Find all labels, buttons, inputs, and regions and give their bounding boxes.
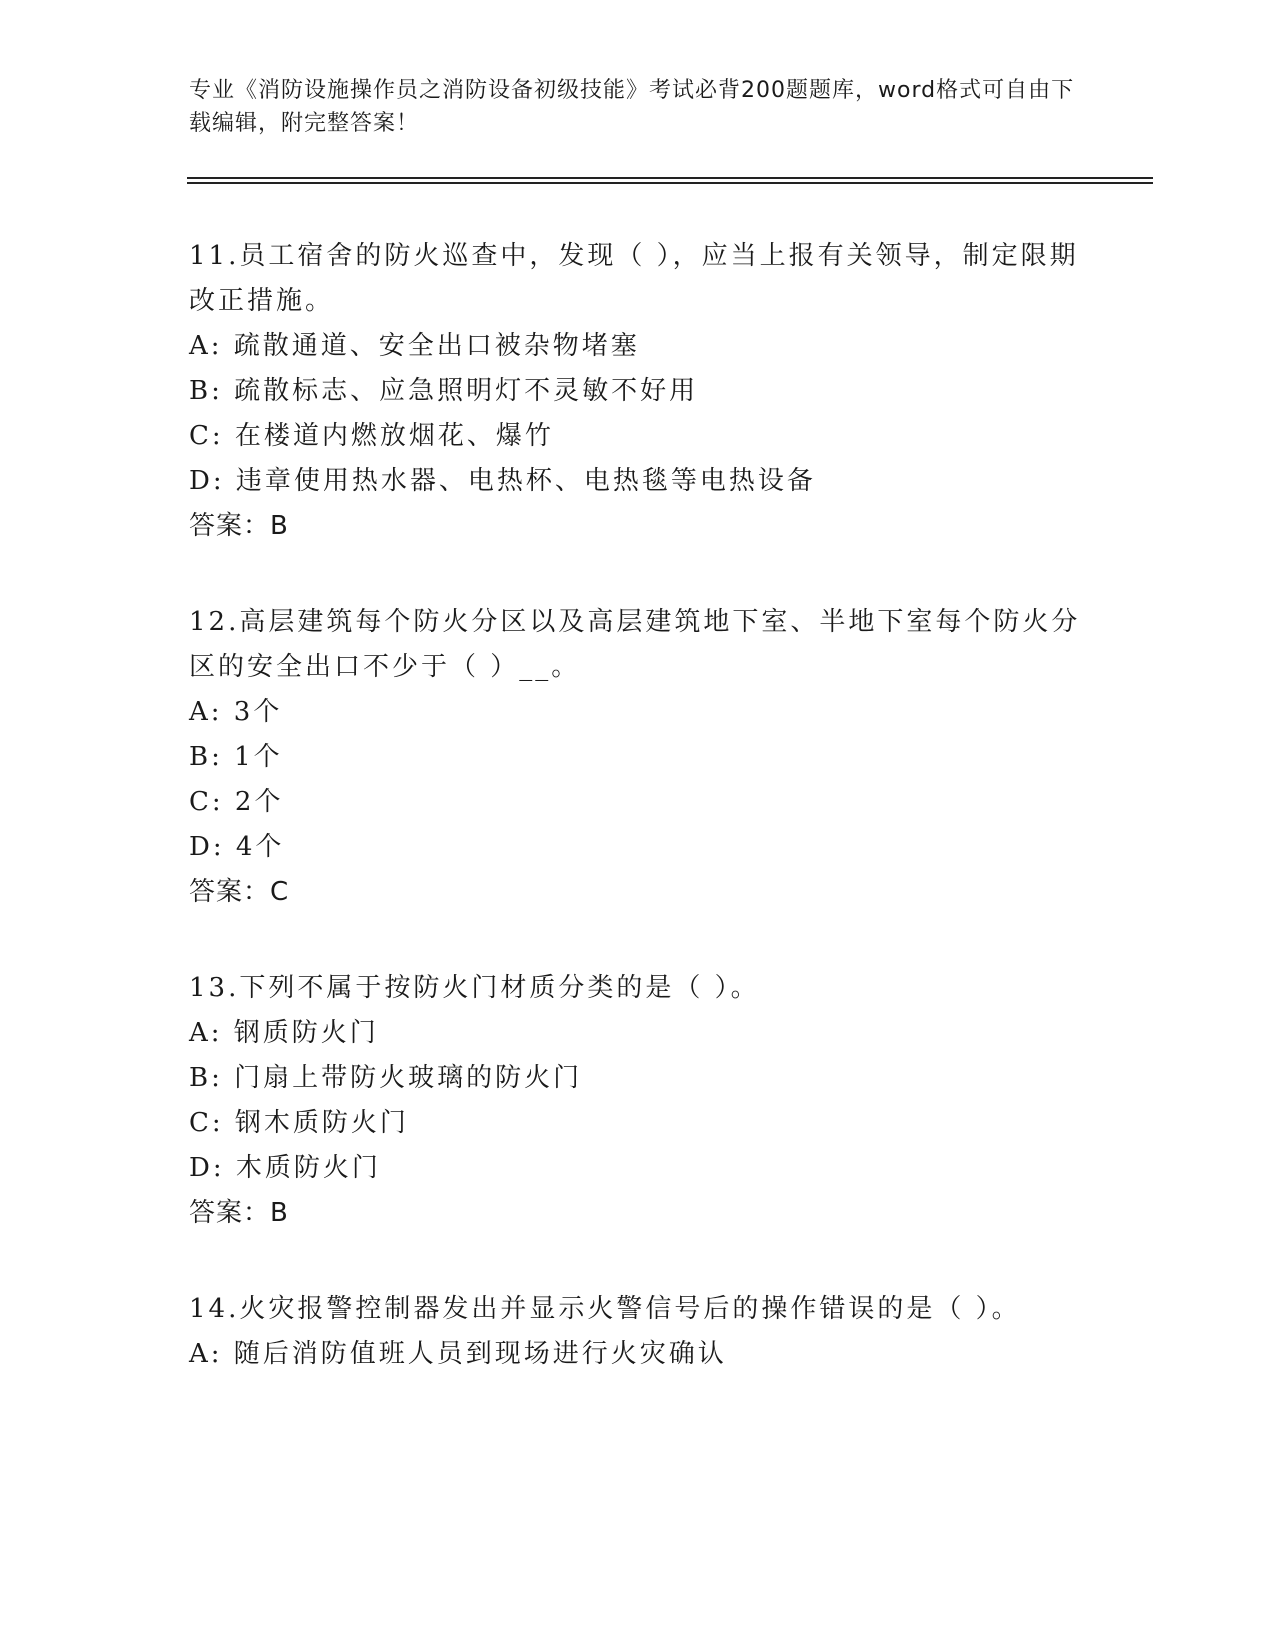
- answer: 答案：C: [189, 877, 290, 907]
- option-d: D: 4个: [189, 832, 285, 862]
- answer: 答案：B: [189, 511, 289, 541]
- header-divider-bottom: [187, 182, 1153, 184]
- question-13: [189, 966, 1089, 1236]
- question-stem: 13.下列不属于按防火门材质分类的是（ ）。: [189, 973, 760, 1003]
- option-b: B: 1个: [189, 742, 283, 772]
- option-b: B: 疏散标志、应急照明灯不灵敏不好用: [189, 376, 699, 406]
- option-a: A: 钢质防火门: [189, 1018, 379, 1048]
- option-a: A: 随后消防值班人员到现场进行火灾确认: [189, 1339, 727, 1369]
- option-c: C: 在楼道内燃放烟花、爆竹: [189, 421, 554, 451]
- option-a: A: 疏散通道、安全出口被杂物堵塞: [189, 331, 640, 361]
- option-c: C: 钢木质防火门: [189, 1108, 409, 1138]
- question-14: [189, 1287, 1089, 1377]
- option-d: D: 违章使用热水器、电热杯、电热毯等电热设备: [189, 466, 816, 496]
- document-header: 专业《消防设施操作员之消防设备初级技能》考试必背200题题库，word格式可自由下载编辑，附完整答案！: [189, 78, 1075, 136]
- answer: 答案：B: [189, 1198, 289, 1228]
- question-12: [189, 600, 1089, 915]
- option-c: C: 2个: [189, 787, 284, 817]
- option-a: A: 3个: [189, 697, 283, 727]
- question-11: [189, 234, 1089, 549]
- question-stem: 12.高层建筑每个防火分区以及高层建筑地下室、半地下室每个防火分区的安全出口不少于（ ）__。: [189, 607, 1081, 682]
- header-divider-top: [187, 177, 1153, 179]
- question-stem: 11.员工宿舍的防火巡查中，发现（ ），应当上报有关领导，制定限期改正措施。: [189, 241, 1079, 316]
- question-stem: 14.火灾报警控制器发出并显示火警信号后的操作错误的是（ ）。: [189, 1294, 1021, 1324]
- option-d: D: 木质防火门: [189, 1153, 381, 1183]
- option-b: B: 门扇上带防火玻璃的防火门: [189, 1063, 583, 1093]
